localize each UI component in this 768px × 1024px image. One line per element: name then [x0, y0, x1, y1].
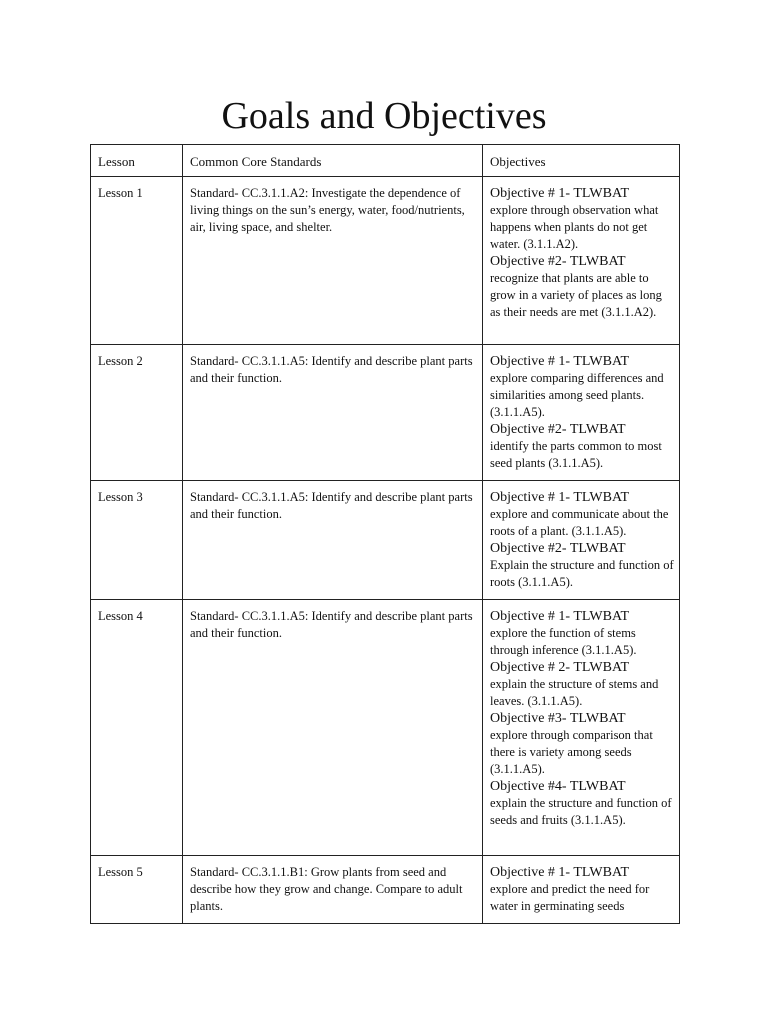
objectives-cell: [483, 177, 680, 345]
objective-title: Objective #3- TLWBAT: [490, 711, 626, 726]
table-row: [91, 345, 680, 481]
objectives-cell: [483, 345, 680, 481]
standard-cell: Standard- CC.3.1.1.A5: Identify and describe plant parts and their function.: [183, 600, 483, 856]
lesson-cell: Lesson 3: [91, 481, 183, 600]
objective-title: Objective # 2- TLWBAT: [490, 660, 630, 675]
table-row: [91, 481, 680, 600]
objective-title: Objective #2- TLWBAT: [490, 254, 626, 269]
objective-title: Objective # 1- TLWBAT: [490, 186, 630, 201]
objective-text: identify the parts common to most seed plants (3.1.1.A5).: [490, 439, 662, 470]
table-header-row: [91, 145, 680, 177]
table-row: [91, 177, 680, 345]
objectives-cell: [483, 481, 680, 600]
header-common-core-standards: Common Core Standards: [183, 145, 483, 177]
lesson-cell: Lesson 5: [91, 856, 183, 924]
objective-text: explore and predict the need for water in germinating seeds: [490, 882, 650, 913]
standard-cell: Standard- CC.3.1.1.A2: Investigate the dependence of living things on the sun’s energy, water, food/nutrients, air, living space, and shelter.: [183, 177, 483, 345]
objective-text: explore the function of stems through inference (3.1.1.A5).: [490, 626, 637, 657]
goals-objectives-table: [90, 144, 680, 924]
standard-cell: Standard- CC.3.1.1.A5: Identify and describe plant parts and their function.: [183, 481, 483, 600]
objectives-cell: [483, 600, 680, 856]
objective-title: Objective # 1- TLWBAT: [490, 354, 630, 369]
page-title: Goals and Objectives: [221, 95, 547, 137]
objectives-cell: [483, 856, 680, 924]
objective-title: Objective #2- TLWBAT: [490, 541, 626, 556]
objective-title: Objective # 1- TLWBAT: [490, 609, 630, 624]
header-objectives: Objectives: [483, 145, 680, 177]
objective-text: explain the structure of stems and leaves. (3.1.1.A5).: [490, 677, 659, 708]
objective-text: Explain the structure and function of roots (3.1.1.A5).: [490, 558, 674, 589]
table-body: [91, 177, 680, 924]
objective-text: explain the structure and function of seeds and fruits (3.1.1.A5).: [490, 796, 672, 827]
objective-title: Objective # 1- TLWBAT: [490, 490, 630, 505]
header-lesson: Lesson: [91, 145, 183, 177]
standard-cell: Standard- CC.3.1.1.B1: Grow plants from seed and describe how they grow and change. Compare to adult plants.: [183, 856, 483, 924]
objective-text: recognize that plants are able to grow in a variety of places as long as their needs are met (3.1.1.A2).: [490, 271, 662, 319]
table-row: [91, 856, 680, 924]
objective-title: Objective # 1- TLWBAT: [490, 865, 630, 880]
lesson-cell: Lesson 2: [91, 345, 183, 481]
objective-text: explore through observation what happens when plants do not get water. (3.1.1.A2).: [490, 203, 659, 251]
table-row: [91, 600, 680, 856]
lesson-cell: Lesson 1: [91, 177, 183, 345]
objective-title: Objective #4- TLWBAT: [490, 779, 626, 794]
lesson-cell: Lesson 4: [91, 600, 183, 856]
objective-text: explore and communicate about the roots of a plant. (3.1.1.A5).: [490, 507, 669, 538]
objective-text: explore comparing differences and similarities among seed plants. (3.1.1.A5).: [490, 371, 664, 419]
objective-title: Objective #2- TLWBAT: [490, 422, 626, 437]
standard-cell: Standard- CC.3.1.1.A5: Identify and describe plant parts and their function.: [183, 345, 483, 481]
objective-text: explore through comparison that there is variety among seeds (3.1.1.A5).: [490, 728, 653, 776]
